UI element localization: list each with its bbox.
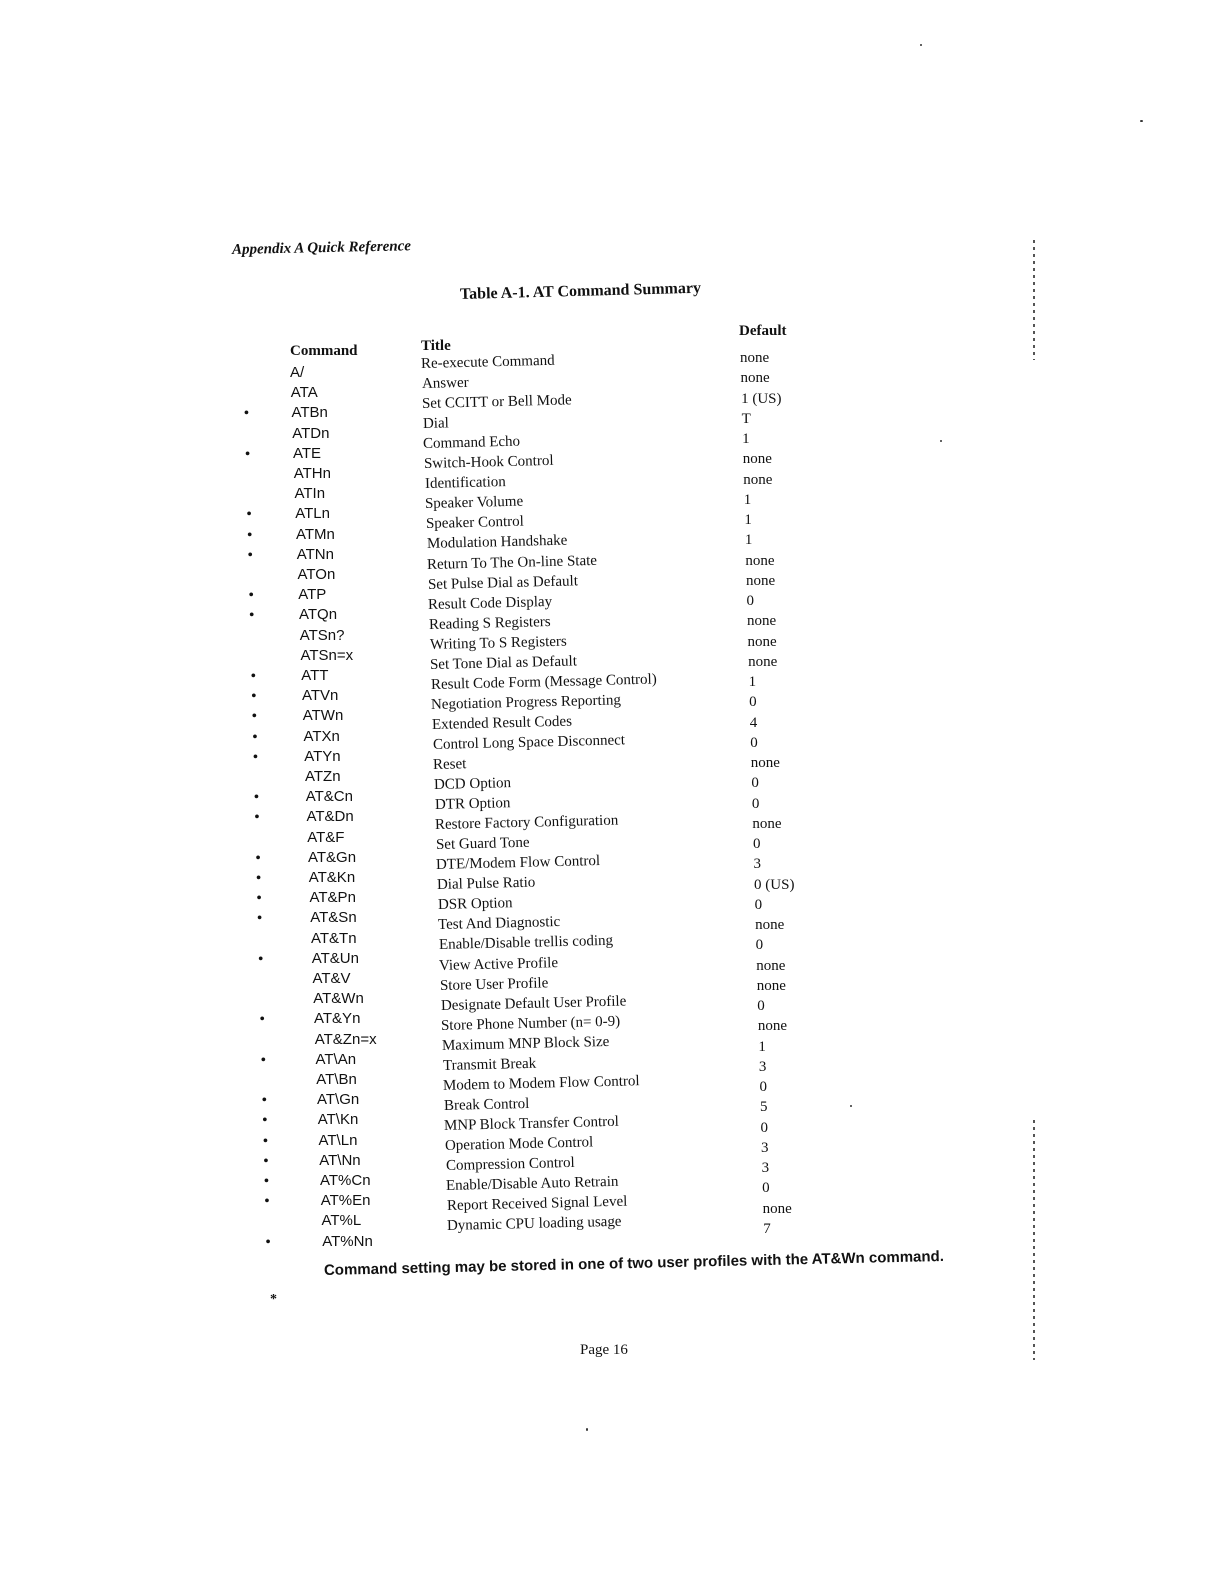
- row-title: Reading S Registers: [428, 613, 551, 633]
- row-command: ATA: [290, 384, 318, 402]
- row-title: Extended Result Codes: [431, 713, 573, 733]
- row-star-marker: •: [255, 850, 261, 866]
- row-star-marker: •: [247, 547, 253, 563]
- row-default: 0: [755, 937, 764, 954]
- row-title: Switch-Hook Control: [423, 453, 554, 473]
- row-command: AT&Gn: [308, 848, 357, 866]
- row-command: AT&Tn: [311, 929, 357, 947]
- row-title: Return To The On-line State: [426, 552, 598, 573]
- row-title: Set Pulse Dial as Default: [427, 572, 578, 593]
- scan-speck: [1140, 120, 1143, 122]
- row-title: Dial: [422, 415, 449, 433]
- row-title: DTR Option: [434, 795, 511, 814]
- row-default: 0: [752, 836, 761, 852]
- scan-edge-mark: [1033, 240, 1035, 360]
- column-header-title: Title: [421, 338, 451, 354]
- row-command: AT&Sn: [310, 909, 357, 927]
- row-star-marker: •: [251, 689, 257, 705]
- row-default: none: [742, 451, 772, 468]
- row-default: none: [756, 977, 786, 994]
- row-command: A/: [290, 364, 305, 381]
- row-default: 0: [762, 1180, 770, 1197]
- row-title: Result Code Display: [428, 593, 553, 613]
- row-default: 0: [759, 1079, 767, 1095]
- row-command: ATLn: [295, 505, 330, 523]
- row-default: 1: [744, 512, 752, 528]
- row-star-marker: •: [244, 406, 249, 422]
- row-star-marker: •: [252, 729, 258, 745]
- row-default: 3: [758, 1058, 767, 1075]
- row-star-marker: •: [252, 749, 258, 765]
- row-default: 0: [749, 694, 757, 711]
- row-default: 5: [759, 1099, 768, 1116]
- row-command: ATBn: [291, 404, 328, 422]
- row-title: Modem to Modem Flow Control: [442, 1072, 640, 1094]
- row-command: ATSn=x: [300, 646, 354, 664]
- row-default: 0: [751, 795, 760, 812]
- row-title: Command Echo: [423, 433, 521, 453]
- row-command: AT\Ln: [318, 1131, 358, 1149]
- row-title: View Active Profile: [439, 954, 559, 974]
- row-command: AT&Pn: [309, 889, 356, 907]
- scan-speck: [920, 44, 922, 46]
- row-command: ATZn: [305, 768, 341, 785]
- row-star-marker: •: [249, 608, 255, 624]
- row-title: Result Code Form (Message Control): [430, 671, 657, 693]
- row-command: AT&Un: [311, 949, 359, 967]
- row-default: none: [756, 957, 786, 974]
- row-title: Enable/Disable Auto Retrain: [445, 1173, 619, 1195]
- row-star-marker: •: [254, 810, 260, 826]
- row-default: 1: [758, 1038, 766, 1055]
- row-default: none: [762, 1200, 792, 1217]
- row-title: Set Guard Tone: [435, 834, 530, 854]
- row-title: Test And Diagnostic: [438, 914, 561, 934]
- row-title: Speaker Volume: [425, 493, 524, 513]
- row-star-marker: •: [248, 588, 254, 604]
- row-default: 3: [761, 1139, 769, 1156]
- row-command: AT&Kn: [308, 869, 356, 886]
- row-command: ATMn: [296, 525, 335, 543]
- row-command: AT&Dn: [306, 808, 354, 826]
- row-title: Dial Pulse Ratio: [436, 874, 536, 894]
- row-command: AT%En: [320, 1192, 371, 1210]
- row-title: Writing To S Registers: [429, 633, 567, 653]
- row-title: DCD Option: [433, 775, 512, 794]
- row-command: AT%Cn: [320, 1172, 371, 1189]
- row-star-marker: •: [264, 1194, 270, 1210]
- row-title: Restore Factory Configuration: [434, 812, 619, 834]
- row-command: AT&Wn: [313, 990, 364, 1008]
- row-command: ATSn?: [299, 626, 345, 644]
- row-default: none: [740, 350, 770, 366]
- scan-edge-mark: [1033, 1120, 1035, 1360]
- row-title: Dynamic CPU loading usage: [447, 1213, 623, 1235]
- scan-speck: [940, 440, 942, 442]
- row-star-marker: •: [262, 1133, 268, 1149]
- row-default: 1: [742, 431, 750, 447]
- footnote: Command setting may be stored in one of two user profiles with the AT&Wn command.: [323, 1247, 945, 1279]
- row-title: Set Tone Dial as Default: [430, 653, 578, 673]
- row-title: Report Received Signal Level: [446, 1193, 628, 1215]
- row-default: 1: [744, 532, 753, 549]
- row-command: ATOn: [297, 566, 336, 583]
- row-title: DSR Option: [437, 895, 513, 914]
- row-default: 0: [757, 998, 765, 1014]
- scan-speck: [586, 1428, 588, 1431]
- row-title: Reset: [433, 756, 467, 773]
- row-command: AT&V: [312, 970, 351, 987]
- row-command: ATDn: [292, 424, 330, 442]
- row-title: Identification: [424, 474, 506, 493]
- row-title: MNP Block Transfer Control: [444, 1113, 620, 1134]
- row-command: AT\Bn: [316, 1071, 357, 1088]
- row-star-marker: •: [256, 871, 262, 886]
- row-command: AT&Cn: [305, 788, 353, 806]
- row-command: AT&Yn: [314, 1010, 361, 1028]
- row-default: 3: [761, 1160, 770, 1176]
- row-default: none: [740, 370, 770, 387]
- row-title: Answer: [421, 374, 469, 393]
- row-star-marker: •: [246, 507, 252, 523]
- page-number: Page 16: [580, 1342, 628, 1358]
- row-title: Negotiation Progress Reporting: [431, 692, 622, 713]
- row-default: none: [750, 755, 780, 771]
- row-command: ATVn: [302, 687, 339, 705]
- row-star-marker: •: [264, 1174, 269, 1189]
- row-title: Compression Control: [445, 1154, 575, 1174]
- row-default: 1: [743, 491, 752, 508]
- row-default: 0: [754, 896, 763, 913]
- scan-speck: [850, 1105, 852, 1107]
- row-default: 3: [753, 856, 761, 873]
- row-star-marker: •: [257, 911, 263, 927]
- row-star-marker: •: [263, 1153, 269, 1169]
- row-default: 7: [763, 1220, 771, 1237]
- row-star-marker: •: [245, 446, 250, 462]
- row-command: ATWn: [302, 707, 344, 725]
- row-default: 0: [750, 734, 758, 751]
- row-command: AT\Nn: [319, 1151, 361, 1169]
- column-header-default: Default: [739, 323, 787, 339]
- row-title: Break Control: [443, 1095, 530, 1114]
- row-default: 0: [751, 775, 759, 792]
- row-star-marker: •: [251, 709, 257, 725]
- row-title: Designate Default User Profile: [440, 993, 627, 1014]
- row-default: 0: [760, 1119, 769, 1136]
- row-star-marker: •: [261, 1093, 267, 1109]
- row-default: none: [745, 552, 775, 569]
- row-command: ATE: [293, 444, 322, 462]
- row-command: AT\Gn: [317, 1091, 360, 1109]
- row-command: ATNn: [296, 545, 334, 563]
- row-title: Modulation Handshake: [426, 533, 568, 553]
- row-default: none: [743, 471, 773, 488]
- row-default: none: [757, 1018, 787, 1035]
- row-command: AT\Kn: [317, 1111, 359, 1129]
- row-title: Maximum MNP Block Size: [441, 1033, 610, 1054]
- row-command: ATIn: [294, 485, 326, 503]
- row-title: Control Long Space Disconnect: [432, 732, 625, 753]
- row-star-marker: •: [260, 1052, 266, 1068]
- row-command: AT%L: [321, 1212, 362, 1230]
- row-title: Speaker Control: [425, 514, 524, 533]
- row-default: none: [747, 613, 777, 630]
- row-default: 1 (US): [741, 390, 782, 407]
- row-command: AT&Zn=x: [314, 1030, 377, 1048]
- row-star-marker: •: [265, 1234, 271, 1250]
- table-title: Table A-1. AT Command Summary: [459, 279, 702, 303]
- row-default: T: [741, 410, 751, 427]
- row-star-marker: •: [256, 891, 262, 907]
- row-default: 0 (US): [754, 876, 795, 893]
- footnote-star: *: [270, 1292, 277, 1307]
- row-default: none: [755, 917, 785, 933]
- row-star-marker: •: [250, 669, 256, 684]
- row-title: Re-execute Command: [420, 352, 555, 372]
- row-title: Enable/Disable trellis coding: [438, 933, 614, 954]
- row-star-marker: •: [247, 527, 253, 543]
- row-title: Store Phone Number (n= 0-9): [441, 1013, 621, 1034]
- row-command: AT\An: [315, 1050, 357, 1068]
- row-star-marker: •: [262, 1113, 268, 1129]
- row-command: ATP: [298, 586, 327, 604]
- page-header: Appendix A Quick Reference: [231, 238, 412, 258]
- row-title: Set CCITT or Bell Mode: [422, 392, 573, 413]
- row-default: 4: [749, 714, 758, 731]
- row-command: AT&F: [307, 828, 345, 846]
- row-default: 0: [746, 593, 754, 609]
- row-command: ATXn: [303, 727, 340, 745]
- row-star-marker: •: [258, 951, 264, 967]
- column-header-command: Command: [290, 343, 358, 359]
- row-default: none: [745, 572, 776, 589]
- row-default: none: [748, 653, 778, 670]
- row-title: Store User Profile: [439, 974, 549, 994]
- row-default: 1: [748, 674, 757, 690]
- row-command: ATQn: [299, 606, 338, 624]
- row-default: none: [752, 815, 782, 832]
- row-title: Transmit Break: [442, 1055, 536, 1074]
- row-command: ATYn: [304, 747, 341, 765]
- row-title: Operation Mode Control: [444, 1134, 594, 1154]
- row-star-marker: •: [259, 1012, 265, 1028]
- row-default: none: [747, 633, 777, 650]
- row-command: AT%Nn: [322, 1232, 373, 1250]
- row-command: ATHn: [293, 465, 331, 482]
- row-command: ATT: [301, 667, 329, 684]
- row-star-marker: •: [254, 790, 259, 806]
- row-title: DTE/Modem Flow Control: [436, 853, 601, 874]
